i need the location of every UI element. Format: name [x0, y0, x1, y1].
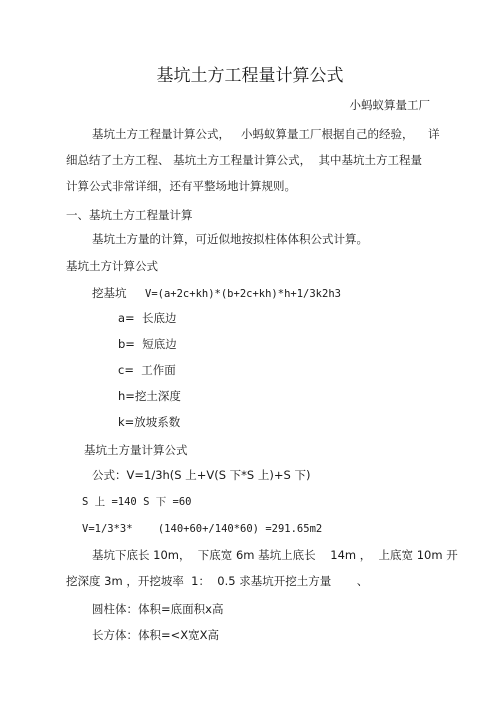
var-k: k=放坡系数: [118, 415, 181, 429]
intro-line-2: 细总结了土方工程、 基坑土方工程量计算公式， 其中基坑土方工程量: [66, 153, 422, 167]
dig-formula: V=(a+2c+kh)*(b+2c+kh)*h+1/3k2h3: [145, 288, 341, 300]
example-line-1: 基坑下底长 10m， 下底宽 6m 基坑上底长 14m ， 上底宽 10m 开: [92, 548, 458, 562]
page-title: 基坑土方工程量计算公式: [156, 66, 344, 86]
var-a: a= 长底边: [118, 311, 177, 325]
intro-line-3: 计算公式非常详细，还有平整场地计算规则。: [66, 179, 296, 193]
section-description: 基坑土方量的计算，可近似地按拟柱体体积公式计算。: [92, 232, 368, 246]
example-line-2: 挖深度 3m ，开挖坡率 1： 0.5 求基坑开挖土方量 、: [66, 574, 369, 588]
section-heading: 一、基坑土方工程量计算: [66, 208, 193, 222]
formula-heading: 基坑土方计算公式: [66, 259, 158, 273]
s-values: S 上 =140 S 下 =60: [82, 496, 192, 508]
var-c: c= 工作面: [118, 363, 176, 377]
calc-formula: 公式：V=1/3h(S 上+V(S 下*S 上)+S 下): [92, 468, 311, 482]
intro-line-1: 基坑土方工程量计算公式， 小蚂蚁算量工厂根据自己的经验， 详: [92, 127, 440, 141]
var-b: b= 短底边: [118, 337, 177, 351]
cylinder-formula: 圆柱体：体积=底面积x高: [92, 602, 224, 616]
result-formula: V=1/3*3* (140+60+/140*60) =291.65m2: [82, 523, 323, 535]
cuboid-formula: 长方体：体积=<X宽X高: [92, 628, 220, 642]
var-h: h=挖土深度: [118, 389, 181, 403]
author-line: 小蚂蚁算量工厂: [349, 98, 430, 112]
calc-heading: 基坑土方量计算公式: [84, 443, 188, 457]
dig-label: 挖基坑: [92, 286, 127, 300]
